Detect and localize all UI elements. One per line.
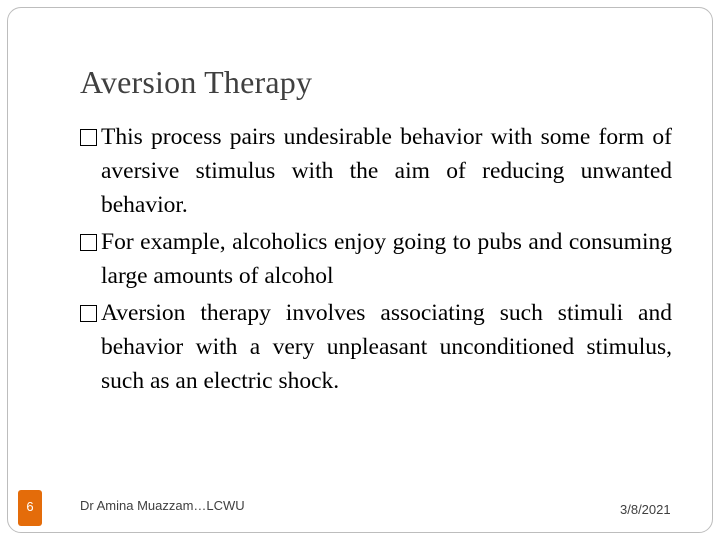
bullet-list — [80, 120, 672, 401]
page-number: 6 — [26, 499, 34, 514]
bullet-item — [80, 120, 672, 222]
square-bullet-icon — [80, 129, 97, 146]
bullet-item — [80, 296, 672, 398]
footer-date: 3/8/2021 — [620, 502, 671, 517]
square-bullet-icon — [80, 305, 97, 322]
square-bullet-icon — [80, 234, 97, 251]
bullet-text: This process pairs undesirable behavior with some form of aversive stimulus with the aim of reducing unwanted behavior. — [101, 124, 672, 218]
bullet-text: Aversion therapy involves associating such stimuli and behavior with a very unpleasant unconditioned stimulus, such as an electric shock. — [101, 300, 672, 394]
footer-author: Dr Amina Muazzam…LCWU — [80, 498, 245, 513]
slide-title: Aversion Therapy — [80, 64, 313, 100]
bullet-item — [80, 225, 672, 293]
bullet-text: For example, alcoholics enjoy going to pubs and consuming large amounts of alcohol — [101, 229, 672, 289]
page-number-badge — [18, 490, 42, 526]
